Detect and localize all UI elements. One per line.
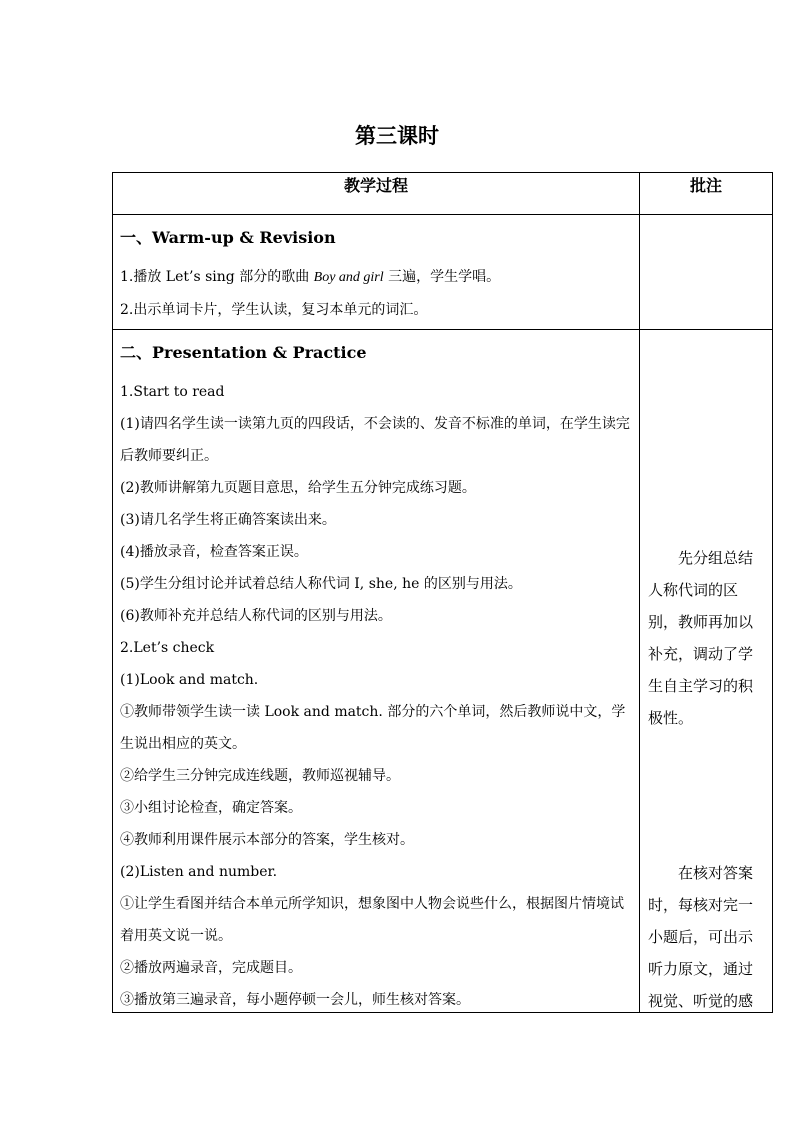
- list-item: 1.Start to read: [120, 384, 225, 400]
- section2-notes: [640, 330, 773, 1013]
- page-title: 第三课时: [355, 124, 439, 148]
- list-item: (2)教师讲解第九页题目意思，给学生五分钟完成练习题。: [120, 480, 476, 496]
- table-header-row: [113, 173, 773, 215]
- list-item: 2.Let’s check: [120, 640, 215, 656]
- list-item: ①教师带领学生读一读 Look and match. 部分的六个单词，然后教师说中文，学生说出相应的英文。: [120, 704, 626, 752]
- section1-content: [113, 215, 640, 330]
- song-title: Boy and girl: [313, 270, 384, 285]
- list-item: ②播放两遍录音，完成题目。: [120, 960, 302, 976]
- list-item: ③播放第三遍录音，每小题停顿一会儿，师生核对答案。: [120, 992, 470, 1008]
- section2-title: 二、Presentation & Practice: [120, 343, 367, 362]
- section1-line-2: 2.出示单词卡片，学生认读，复习本单元的词汇。: [120, 302, 428, 318]
- list-item: (1)Look and match.: [120, 672, 259, 688]
- section1-title: 一、Warm-up & Revision: [120, 228, 336, 247]
- section1-notes: [640, 215, 773, 330]
- list-item: (4)播放录音，检查答案正误。: [120, 544, 308, 560]
- note-answer-check: 在核对答案时，每核对完一小题后，可出示听力原文，通过视觉、听觉的感: [648, 864, 754, 1010]
- list-item: (6)教师补充并总结人称代词的区别与用法。: [120, 608, 392, 624]
- note-pronoun-summary: 先分组总结人称代词的区别，教师再加以补充，调动了学生自主学习的积极性。: [648, 549, 754, 727]
- header-notes: 批注: [640, 173, 773, 215]
- list-item: (5)学生分组讨论并试着总结人称代词 I, she, he 的区别与用法。: [120, 576, 522, 592]
- list-item: (2)Listen and number.: [120, 864, 278, 880]
- list-item: (1)请四名学生读一读第九页的四段话，不会读的、发音不标准的单词，在学生读完后教师要纠正。: [120, 416, 630, 464]
- section1-line-1-a: 1.播放 Let’s sing 部分的歌曲: [120, 269, 314, 285]
- list-item: ①让学生看图并结合本单元所学知识，想象图中人物会说些什么，根据图片情境试着用英文说一说。: [120, 896, 624, 944]
- section2-row: [113, 330, 773, 1013]
- section1-row: [113, 215, 773, 330]
- header-teaching-process: 教学过程: [113, 173, 640, 215]
- list-item: ④教师利用课件展示本部分的答案，学生核对。: [120, 832, 414, 848]
- section1-line-1-b: 三遍，学生学唱。: [383, 269, 501, 285]
- section2-content: [113, 330, 640, 1013]
- list-item: ③小组讨论检查，确定答案。: [120, 800, 302, 816]
- list-item: (3)请几名学生将正确答案读出来。: [120, 512, 336, 528]
- list-item: ②给学生三分钟完成连线题，教师巡视辅导。: [120, 768, 400, 784]
- lesson-table: [112, 172, 773, 1013]
- section1-line-1: [120, 261, 633, 294]
